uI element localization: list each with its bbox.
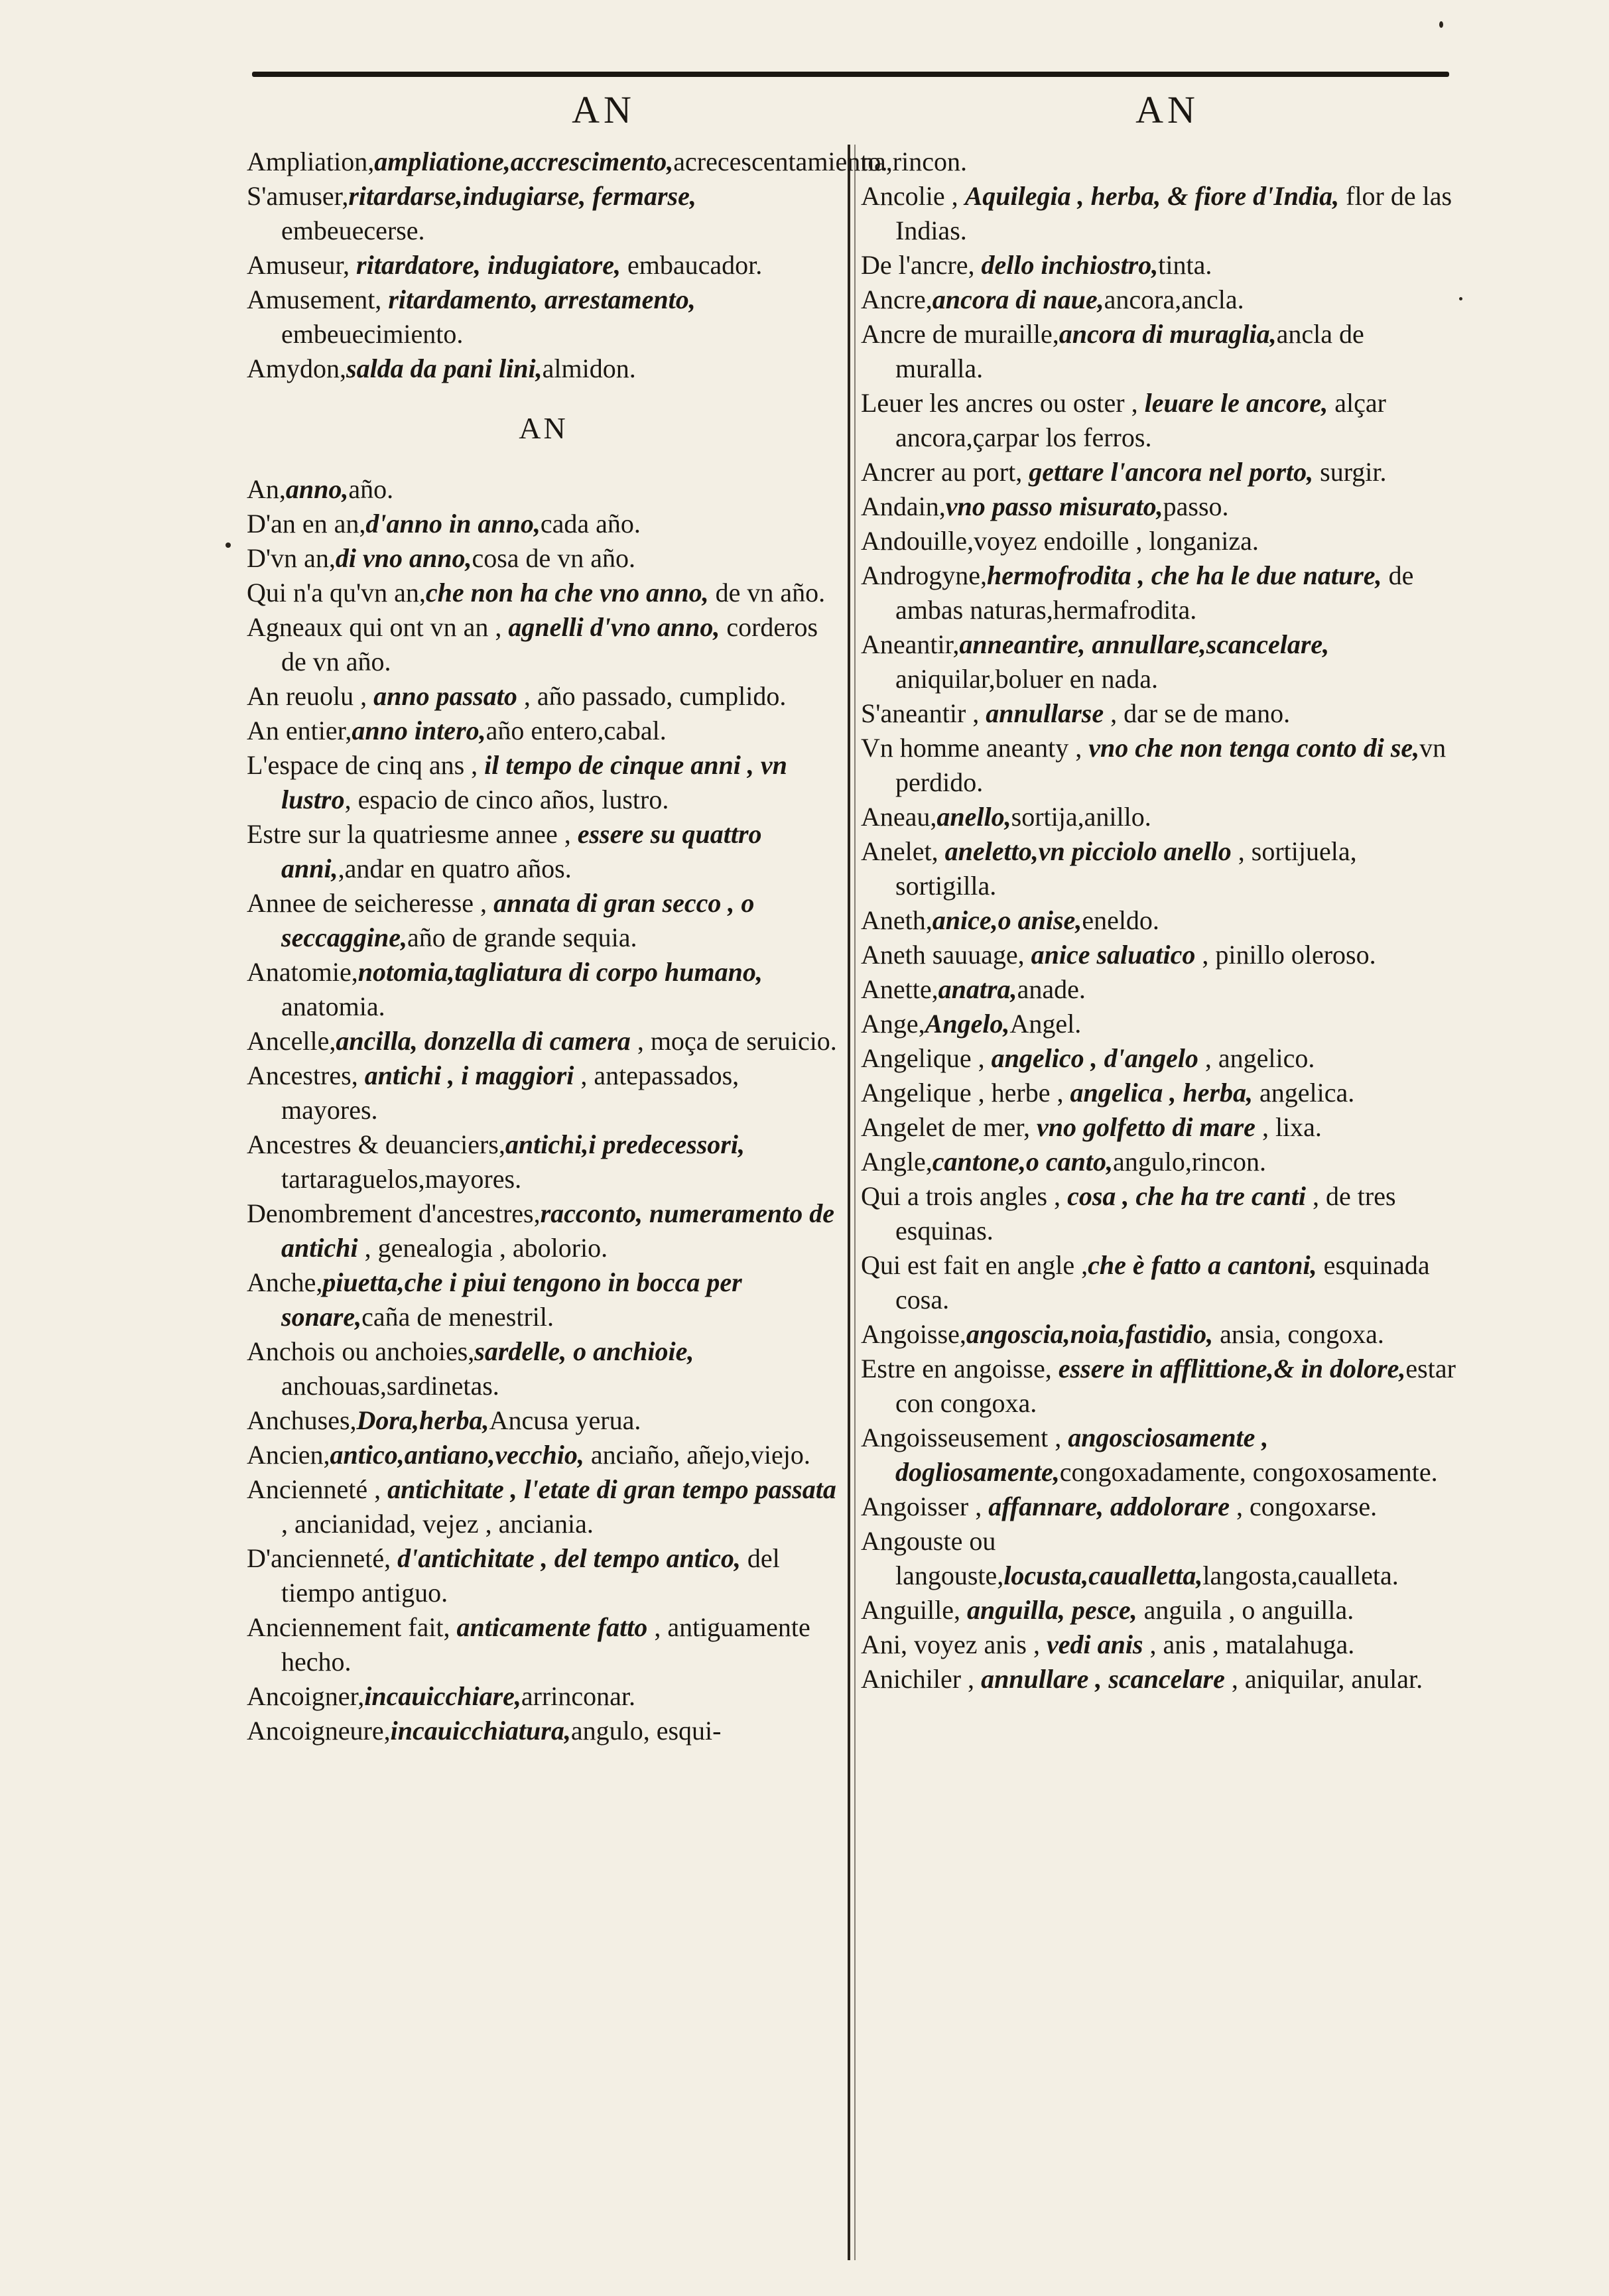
- dictionary-entry: [861, 1421, 1458, 1490]
- spanish-translation: año de grande sequia.: [407, 923, 637, 952]
- french-headword: Andouille,voyez endoille , longaniza.: [861, 526, 1259, 556]
- spanish-translation: , angelico.: [1198, 1043, 1315, 1073]
- italian-translation: che non ha che vno anno,: [425, 578, 709, 607]
- french-headword: Ancre,: [861, 285, 933, 314]
- italian-translation: anice saluatico: [1031, 940, 1196, 970]
- spanish-translation: aniquilar,boluer en nada.: [895, 664, 1159, 694]
- spanish-translation: eneldo.: [1082, 905, 1159, 935]
- french-headword: Ancre de muraille,: [861, 319, 1059, 349]
- french-headword: Ange,: [861, 1009, 925, 1039]
- french-headword: Qui a trois angles ,: [861, 1181, 1068, 1211]
- spanish-translation: anciaño, añejo,viejo.: [584, 1440, 810, 1470]
- dictionary-entry: [247, 1472, 840, 1541]
- italian-translation: ancora di muraglia,: [1059, 319, 1277, 349]
- spanish-translation: embaucador.: [621, 250, 763, 280]
- french-headword: Ancienneté ,: [247, 1474, 388, 1504]
- italian-translation: salda da pani lini,: [346, 353, 543, 383]
- italian-translation: anatra,: [938, 974, 1017, 1004]
- spanish-translation: corderos de vn año.: [281, 612, 818, 676]
- italian-translation: vedi anis: [1046, 1629, 1143, 1659]
- dictionary-entry: [861, 283, 1458, 317]
- dictionary-entry: [861, 1145, 1458, 1179]
- spanish-translation: embeuecimiento.: [281, 319, 464, 349]
- spanish-translation: , espacio de cinco años, lustro.: [344, 785, 669, 814]
- spanish-translation: , año passado, cumplido.: [517, 681, 787, 711]
- dictionary-entry: [861, 834, 1458, 903]
- french-headword: Anguille,: [861, 1595, 967, 1625]
- french-headword: Ancoigneure,: [247, 1716, 391, 1746]
- french-headword: Angelique ,: [861, 1043, 992, 1073]
- italian-translation: ritardatore, indugiatore,: [356, 250, 621, 280]
- spanish-translation: de ambas naturas,hermafrodita.: [895, 560, 1414, 625]
- french-headword: Aneth,: [861, 905, 933, 935]
- dictionary-entry: [247, 1714, 840, 1748]
- dictionary-entry: [861, 1627, 1458, 1662]
- spanish-translation: año.: [348, 474, 394, 504]
- ink-speck: [1459, 297, 1462, 300]
- spanish-translation: embeuecerse.: [281, 216, 425, 245]
- spanish-translation: , aniquilar, anular.: [1224, 1664, 1423, 1694]
- spanish-translation: Ancusa yerua.: [489, 1405, 641, 1435]
- italian-translation: Aquilegia , herba, & fiore d'India,: [964, 181, 1340, 211]
- italian-translation: incauicchiatura,: [390, 1716, 571, 1746]
- dictionary-entry: [247, 576, 840, 610]
- italian-translation: antichitate , l'etate di gran tempo passata: [387, 1474, 836, 1504]
- french-headword: Estre sur la quatriesme annee ,: [247, 819, 578, 849]
- italian-translation: anguilla, pesce,: [966, 1595, 1137, 1625]
- french-headword: An,: [247, 474, 286, 504]
- french-headword: Agneaux qui ont vn an ,: [247, 612, 509, 642]
- spanish-translation: ,andar en quatro años.: [338, 854, 572, 883]
- dictionary-entry: [247, 507, 840, 541]
- dictionary-entry: [247, 1610, 840, 1679]
- french-headword: Angoisseusement ,: [861, 1423, 1068, 1452]
- dictionary-entry: [247, 1024, 840, 1058]
- spanish-translation: anade.: [1017, 974, 1086, 1004]
- dictionary-entry: [861, 1317, 1458, 1352]
- french-headword: Angouste ou langouste,: [861, 1526, 1004, 1590]
- dictionary-entry: [861, 179, 1458, 248]
- dictionary-entry: [861, 696, 1458, 731]
- italian-translation: angelico , d'angelo: [991, 1043, 1198, 1073]
- dictionary-entry: [247, 679, 840, 714]
- italian-translation: essere in afflittione,& in dolore,: [1058, 1354, 1406, 1383]
- italian-translation: vno che non tenga conto di se,: [1088, 733, 1420, 763]
- spanish-translation: de vn año.: [708, 578, 826, 607]
- italian-translation: dello inchiostro,: [981, 250, 1159, 280]
- spanish-translation: sortija,anillo.: [1011, 802, 1151, 832]
- spanish-translation: , de tres esquinas.: [895, 1181, 1396, 1245]
- italian-translation: sardelle, o anchioie,: [474, 1336, 694, 1366]
- left-column: [247, 145, 888, 1748]
- spanish-translation: na,rincon.: [861, 147, 967, 176]
- italian-translation: antichi , i maggiori: [364, 1060, 574, 1090]
- spanish-translation: cosa de vn año.: [472, 543, 636, 573]
- dictionary-entry: [861, 800, 1458, 834]
- spanish-translation: , lixa.: [1255, 1112, 1322, 1142]
- spanish-translation: estar con congoxa.: [895, 1354, 1456, 1418]
- section-heading: AN: [519, 411, 568, 445]
- french-headword: Anichiler ,: [861, 1664, 982, 1694]
- french-headword: Anchois ou anchoies,: [247, 1336, 475, 1366]
- spanish-translation: , antepassados, mayores.: [281, 1060, 740, 1125]
- spanish-translation: vn perdido.: [895, 733, 1447, 797]
- italian-translation: annullare , scancelare: [981, 1664, 1225, 1694]
- dictionary-entry: [247, 1438, 840, 1472]
- italian-translation: agnelli d'vno anno,: [508, 612, 720, 642]
- dictionary-entry: [861, 1007, 1458, 1041]
- right-column: [861, 145, 1458, 1696]
- french-headword: Ani, voyez anis ,: [861, 1629, 1047, 1659]
- spanish-translation: , moça de seruicio.: [630, 1026, 837, 1056]
- spanish-translation: anguila , o anguilla.: [1137, 1595, 1354, 1625]
- italian-translation: gettare l'ancora nel porto,: [1029, 457, 1314, 487]
- left-entries-before: [247, 145, 888, 386]
- italian-translation: anno passato: [373, 681, 517, 711]
- italian-translation: annullarse: [986, 698, 1104, 728]
- dictionary-entry: [247, 1679, 840, 1714]
- italian-translation: piuetta,che i piui tengono in bocca per sonare,: [281, 1267, 742, 1332]
- french-headword: D'vn an,: [247, 543, 336, 573]
- dictionary-entry: [861, 1248, 1458, 1317]
- french-headword: An entier,: [247, 716, 352, 745]
- dictionary-entry: [247, 179, 840, 248]
- italian-translation: il tempo de cinque anni , vn lustro: [281, 750, 787, 814]
- italian-translation: anno intero,: [352, 716, 486, 745]
- running-head-left: AN: [572, 88, 635, 131]
- italian-translation: Dora,herba,: [356, 1405, 489, 1435]
- spanish-translation: , antiguamente hecho.: [281, 1612, 810, 1677]
- dictionary-entry: [861, 317, 1458, 386]
- italian-translation: anneantire, annullare,scancelare,: [959, 629, 1330, 659]
- dictionary-entry: [247, 1403, 840, 1438]
- spanish-translation: surgir.: [1313, 457, 1387, 487]
- italian-translation: vno golfetto di mare: [1036, 1112, 1255, 1142]
- italian-translation: incauicchiare,: [364, 1681, 521, 1711]
- dictionary-entry: [247, 248, 840, 283]
- italian-translation: di vno anno,: [335, 543, 472, 573]
- italian-translation: annata di gran secco , o seccaggine,: [281, 888, 755, 952]
- dictionary-entry: [861, 972, 1458, 1007]
- italian-translation: d'anno in anno,: [365, 509, 541, 539]
- spanish-translation: , dar se de mano.: [1104, 698, 1291, 728]
- dictionary-entry: [247, 610, 840, 679]
- spanish-translation: año entero,cabal.: [485, 716, 667, 745]
- dictionary-entry: [861, 1524, 1458, 1593]
- spanish-translation: ancla de muralla.: [895, 319, 1364, 383]
- italian-translation: Angelo,: [925, 1009, 1010, 1039]
- french-headword: D'ancienneté,: [247, 1543, 398, 1573]
- french-headword: Angelique , herbe ,: [861, 1078, 1070, 1108]
- french-headword: Aneantir,: [861, 629, 960, 659]
- dictionary-entry: [247, 1058, 840, 1127]
- spanish-translation: , pinillo olerosо.: [1195, 940, 1376, 970]
- dictionary-entry: [861, 455, 1458, 489]
- spanish-translation: congoxadamente, congoxosamente.: [1059, 1457, 1438, 1487]
- italian-translation: angoscia,noia,fastidio,: [966, 1319, 1214, 1349]
- spanish-translation: almidon.: [542, 353, 636, 383]
- ink-speck: [225, 542, 231, 548]
- french-headword: Ampliation,: [247, 147, 375, 176]
- top-rule: [252, 72, 1449, 77]
- italian-translation: ancilla, donzella di camera: [336, 1026, 631, 1056]
- italian-translation: ancora di naue,: [932, 285, 1104, 314]
- column-divider-inner: [854, 145, 856, 2260]
- italian-translation: anno,: [285, 474, 349, 504]
- dictionary-entry: [861, 903, 1458, 938]
- french-headword: Anette,: [861, 974, 938, 1004]
- french-headword: Ancolie ,: [861, 181, 965, 211]
- spanish-translation: , genealogia , abolorio.: [357, 1233, 608, 1263]
- ink-speck: [1439, 21, 1443, 28]
- french-headword: Ancien,: [247, 1440, 330, 1470]
- dictionary-entry: [861, 1593, 1458, 1627]
- spanish-translation: flor de las Indias.: [895, 181, 1452, 245]
- french-headword: Amydon,: [247, 353, 346, 383]
- spanish-translation: , sortijuela, sortigilla.: [895, 836, 1357, 901]
- french-headword: Amuseur,: [247, 250, 357, 280]
- french-headword: Ancestres,: [247, 1060, 365, 1090]
- spanish-translation: Angel.: [1009, 1009, 1082, 1039]
- french-headword: Qui n'a qu'vn an,: [247, 578, 426, 607]
- italian-translation: leuare le ancore,: [1144, 388, 1328, 418]
- dictionary-entry: [247, 1265, 840, 1334]
- italian-translation: cosa , che ha tre canti: [1067, 1181, 1307, 1211]
- french-headword: An reuolu ,: [247, 681, 374, 711]
- dictionary-entry: [247, 1334, 840, 1403]
- dictionary-entry: [247, 1196, 840, 1265]
- italian-translation: angosciosamente , dogliosamente,: [895, 1423, 1269, 1487]
- italian-translation: affannare, addolorare: [988, 1492, 1230, 1521]
- french-headword: D'an en an,: [247, 509, 366, 539]
- french-headword: Anatomie,: [247, 957, 358, 987]
- french-headword: Annee de seicheresse ,: [247, 888, 494, 918]
- italian-translation: locusta,caualletta,: [1003, 1561, 1203, 1590]
- left-entries-after: [247, 472, 840, 1748]
- french-headword: Estre en angoisse,: [861, 1354, 1059, 1383]
- spanish-translation: del tiempo antiguo.: [281, 1543, 780, 1608]
- italian-translation: anticamente fatto: [456, 1612, 648, 1642]
- spanish-translation: esquinada cosa.: [895, 1250, 1430, 1314]
- dictionary-entry: [247, 351, 840, 386]
- italian-translation: che è fatto a cantoni,: [1088, 1250, 1317, 1280]
- spanish-translation: angelica.: [1253, 1078, 1355, 1108]
- dictionary-entry: [247, 1541, 840, 1610]
- french-headword: Andain,: [861, 491, 946, 521]
- dictionary-entry: [247, 817, 840, 886]
- dictionary-entry: [247, 955, 840, 1024]
- italian-translation: vno passo misurato,: [945, 491, 1163, 521]
- spanish-translation: arrinconar.: [521, 1681, 636, 1711]
- spanish-translation: angulo,rincon.: [1113, 1147, 1267, 1177]
- spanish-translation: cada año.: [540, 509, 641, 539]
- french-headword: Vn homme aneanty ,: [861, 733, 1089, 763]
- spanish-translation: alçar ancora,çarpar los ferros.: [895, 388, 1386, 452]
- french-headword: Aneth sauuage,: [861, 940, 1031, 970]
- french-headword: Amusement,: [247, 285, 389, 314]
- spanish-translation: langosta,caualleta.: [1202, 1561, 1399, 1590]
- italian-translation: antichi,i predecessori,: [505, 1129, 745, 1159]
- french-headword: Denombrement d'ancestres,: [247, 1198, 541, 1228]
- spanish-translation: ansia, congoxa.: [1213, 1319, 1384, 1349]
- italian-translation: ritardamento, arrestamento,: [388, 285, 696, 314]
- french-headword: S'aneantir ,: [861, 698, 986, 728]
- italian-translation: racconto, numeramento de antichi: [281, 1198, 834, 1263]
- dictionary-entry: [861, 1110, 1458, 1145]
- french-headword: Anchuses,: [247, 1405, 357, 1435]
- french-headword: Anelet,: [861, 836, 945, 866]
- dictionary-entry: [861, 248, 1458, 283]
- spanish-translation: anatomia.: [281, 991, 385, 1021]
- dictionary-entry: [247, 283, 840, 351]
- dictionary-entry: [247, 714, 840, 748]
- dictionary-entry: [861, 489, 1458, 524]
- dictionary-entry: [247, 145, 888, 179]
- italian-translation: aneletto,vn picciolo anello: [944, 836, 1232, 866]
- italian-translation: cantone,o canto,: [932, 1147, 1113, 1177]
- spanish-translation: acrecescentamiento.: [673, 147, 888, 176]
- dictionary-entry: [247, 748, 840, 817]
- french-headword: De l'ancre,: [861, 250, 982, 280]
- dictionary-entry: [247, 1127, 840, 1196]
- french-headword: Androgyne,: [861, 560, 987, 590]
- french-headword: S'amuser,: [247, 181, 349, 211]
- italian-translation: ampliatione,accrescimento,: [374, 147, 674, 176]
- french-headword: Leuer les ancres ou oster ,: [861, 388, 1145, 418]
- dictionary-entry: [861, 1490, 1458, 1524]
- spanish-translation: anchouas,sardinetas.: [281, 1371, 499, 1401]
- italian-translation: essere su quattro anni,: [281, 819, 762, 883]
- dictionary-entry: [861, 1076, 1458, 1110]
- french-headword: Angelet de mer,: [861, 1112, 1037, 1142]
- italian-translation: anice,o anise,: [932, 905, 1082, 935]
- french-headword: L'espace de cinq ans ,: [247, 750, 485, 780]
- french-headword: Angoisse,: [861, 1319, 966, 1349]
- french-headword: Qui est fait en angle ,: [861, 1250, 1088, 1280]
- italian-translation: antico,antiano,vecchio,: [330, 1440, 584, 1470]
- french-headword: Ancestres & deuanciers,: [247, 1129, 505, 1159]
- italian-translation: hermofrodita , che ha le due nature,: [986, 560, 1382, 590]
- dictionary-entry: [861, 938, 1458, 972]
- spanish-translation: , anis , matalahuga.: [1143, 1629, 1355, 1659]
- french-headword: Ancrer au port,: [861, 457, 1029, 487]
- french-headword: Aneau,: [861, 802, 937, 832]
- dictionary-entry: [861, 145, 1458, 179]
- dictionary-entry: [861, 731, 1458, 800]
- spanish-translation: tinta.: [1158, 250, 1212, 280]
- french-headword: Anciennement fait,: [247, 1612, 457, 1642]
- spanish-translation: caña de menestril.: [361, 1302, 554, 1332]
- french-headword: Angoisser ,: [861, 1492, 989, 1521]
- spanish-translation: passo.: [1163, 491, 1229, 521]
- running-head-right: AN: [1135, 88, 1199, 131]
- dictionary-entry: [247, 886, 840, 955]
- dictionary-entry: [861, 524, 1458, 558]
- dictionary-entry: [861, 1662, 1458, 1696]
- right-entries: [861, 145, 1458, 1696]
- french-headword: Anche,: [247, 1267, 323, 1297]
- spanish-translation: tartaraguelos,mayores.: [281, 1164, 522, 1194]
- spanish-translation: ancora,ancla.: [1104, 285, 1244, 314]
- dictionary-entry: [861, 558, 1458, 627]
- dictionary-entry: [861, 1179, 1458, 1248]
- spanish-translation: , ancianidad, vejez , anciania.: [281, 1509, 594, 1539]
- dictionary-entry: [861, 1041, 1458, 1076]
- italian-translation: d'antichitate , del tempo antico,: [397, 1543, 741, 1573]
- dictionary-entry: [247, 541, 840, 576]
- french-headword: Ancelle,: [247, 1026, 336, 1056]
- dictionary-entry: [247, 472, 840, 507]
- column-divider: [848, 145, 850, 2260]
- french-headword: Angle,: [861, 1147, 933, 1177]
- italian-translation: angelica , herba,: [1070, 1078, 1253, 1108]
- dictionary-entry: [861, 627, 1458, 696]
- spanish-translation: angulo, esqui-: [570, 1716, 722, 1746]
- dictionary-entry: [861, 386, 1458, 455]
- dictionary-entry: [861, 1352, 1458, 1421]
- french-headword: Ancoigner,: [247, 1681, 365, 1711]
- spanish-translation: , congoxarse.: [1229, 1492, 1378, 1521]
- italian-translation: anello,: [936, 802, 1011, 832]
- italian-translation: ritardarse,indugiarse, fermarse,: [348, 181, 696, 211]
- italian-translation: notomia,tagliatura di corpo humano,: [357, 957, 763, 987]
